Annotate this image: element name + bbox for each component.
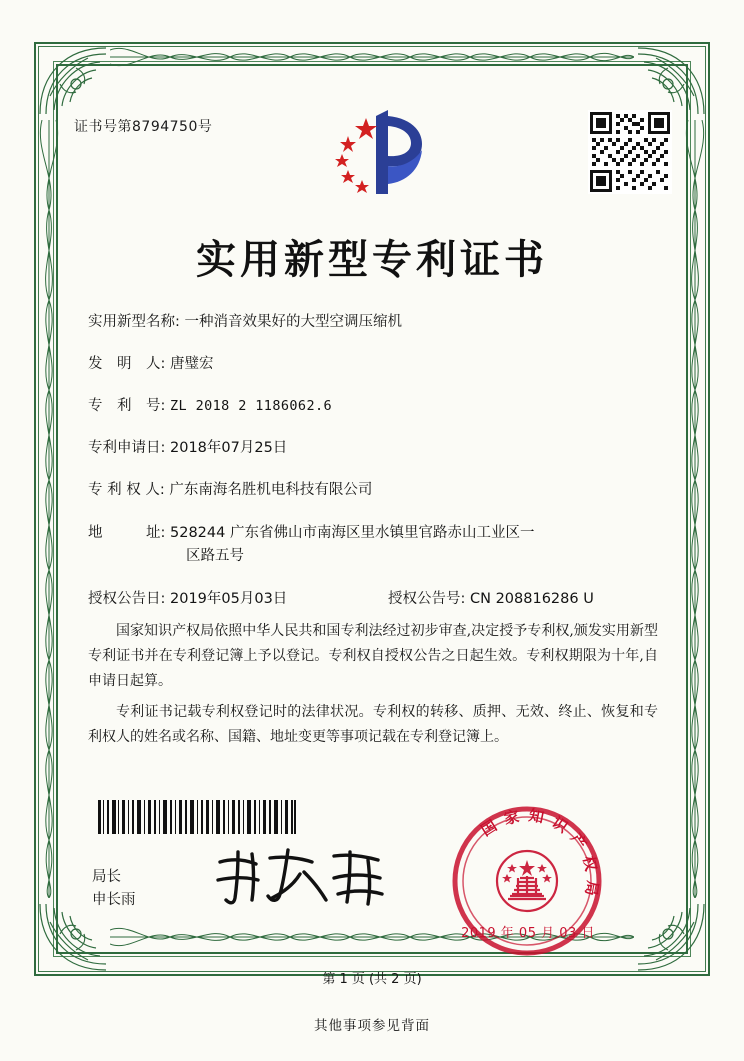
- field-value: CN 208816286 U: [470, 591, 594, 607]
- field-label: 实用新型名称:: [88, 314, 180, 330]
- signature-block: [92, 866, 136, 912]
- field-value: ZL 2018 2 1186062.6: [170, 398, 333, 414]
- field-row-inventor: [88, 354, 660, 375]
- seal-date: 2019 年 05 月 03 日: [461, 926, 595, 941]
- legal-paragraph-2: 专利证书记载专利权登记时的法律状况。专利权的转移、质押、无效、终止、恢复和专利权人的姓名或名称、国籍、地址变更等事项记载在专利登记簿上。: [88, 704, 658, 745]
- seal-ring-text: 国家知识产权局: [477, 806, 602, 906]
- field-label: 地 址:: [88, 525, 166, 541]
- director-name-label: 申长雨: [92, 892, 136, 908]
- field-label: 授权公告日:: [88, 591, 166, 607]
- barcode-icon: [98, 800, 296, 834]
- field-value: 2019年05月03日: [170, 591, 288, 607]
- field-value: 广东南海名胜机电科技有限公司: [169, 482, 373, 498]
- handwritten-signature-icon: [208, 846, 398, 910]
- field-value-continued: 区路五号: [186, 548, 244, 564]
- field-value: 一种消音效果好的大型空调压缩机: [184, 314, 402, 330]
- field-list: [88, 312, 660, 631]
- director-title-label: 局长: [92, 869, 121, 885]
- patent-office-logo-icon: [318, 106, 430, 198]
- field-value: 2018年07月25日: [170, 440, 288, 456]
- field-row-patentee: [88, 480, 660, 501]
- field-row-utility-model-name: [88, 312, 660, 333]
- certificate-number: 证书号第8794750号: [74, 119, 213, 135]
- field-label: 专 利 权 人:: [88, 482, 165, 498]
- page-title: 实用新型专利证书: [196, 236, 548, 283]
- legal-body-text: [88, 619, 658, 756]
- field-row-patent-number: [88, 396, 660, 417]
- legal-paragraph-1: 国家知识产权局依照中华人民共和国专利法经过初步审查,决定授予专利权,颁发实用新型专利证书并在专利登记簿上予以登记。专利权自授权公告之日起生效。专利权期限为十年,自申请日起算。: [88, 623, 658, 689]
- field-row-address: [88, 522, 660, 568]
- outside-note: 其他事项参见背面: [314, 1018, 430, 1034]
- field-value: 唐璧宏: [170, 356, 214, 372]
- page-footer: 第 1 页 (共 2 页): [322, 972, 422, 987]
- field-value: 528244 广东省佛山市南海区里水镇里官路赤山工业区一: [170, 525, 535, 541]
- field-label: 发 明 人:: [88, 356, 166, 372]
- field-row-grant-notice: [88, 589, 660, 610]
- field-row-application-date: [88, 438, 660, 459]
- grant-notice-number-group: [388, 589, 594, 610]
- qr-code-icon: [588, 110, 672, 194]
- field-label: 授权公告号:: [388, 591, 466, 607]
- field-label: 专利申请日:: [88, 440, 166, 456]
- field-label: 专 利 号:: [88, 398, 166, 414]
